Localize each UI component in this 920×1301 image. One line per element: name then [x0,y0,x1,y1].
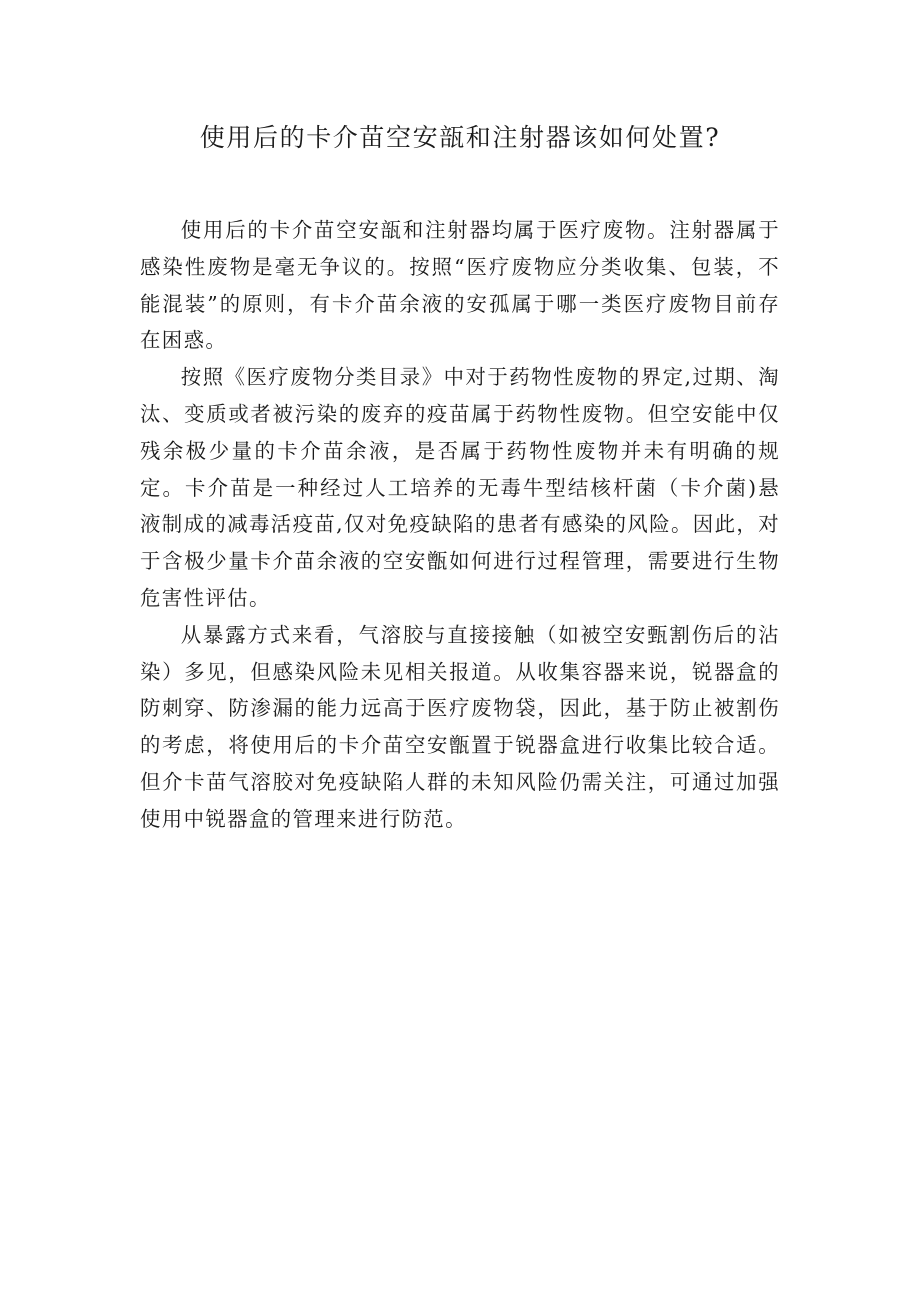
paragraph-1: 使用后的卡介苗空安瓿和注射器均属于医疗废物。注射器属于感染性废物是毫无争议的。按照“医疗废物应分类收集、包装，不能混装”的原则，有卡介苗余液的安孤属于哪一类医疗废物目前存在困惑。 [140,218,780,353]
document-body [140,212,780,838]
paragraph-3: 从暴露方式来看，气溶胶与直接接触（如被空安甄割伤后的沾染）多见，但感染风险未见相关报道。从收集容器来说，锐器盒的防刺穿、防渗漏的能力远高于医疗废物袋，因此，基于防止被割伤的考虑，将使用后的卡介苗空安甑置于锐器盒进行收集比较合适。但介卡苗气溶胶对免疫缺陷人群的未知风险仍需关注，可通过加强使用中锐器盒的管理来进行防范。 [140,622,780,831]
document-title: 使用后的卡介苗空安瓿和注射器该如何处置? [199,123,721,152]
paragraph-2: 按照《医疗废物分类目录》中对于药物性废物的界定,过期、淘汰、变质或者被污染的废弃的疫苗属于药物性废物。但空安能中仅残余极少量的卡介苗余液，是否属于药物性废物并未有明确的规定。卡介苗是一种经过人工培养的无毒牛型结核杆菌（卡介菌)悬液制成的减毒活疫苗,仅对免疫缺陷的患者有感染的风险。因此，对于含极少量卡介苗余液的空安甑如何进行过程管理，需要进行生物危害性评估。 [140,365,780,610]
